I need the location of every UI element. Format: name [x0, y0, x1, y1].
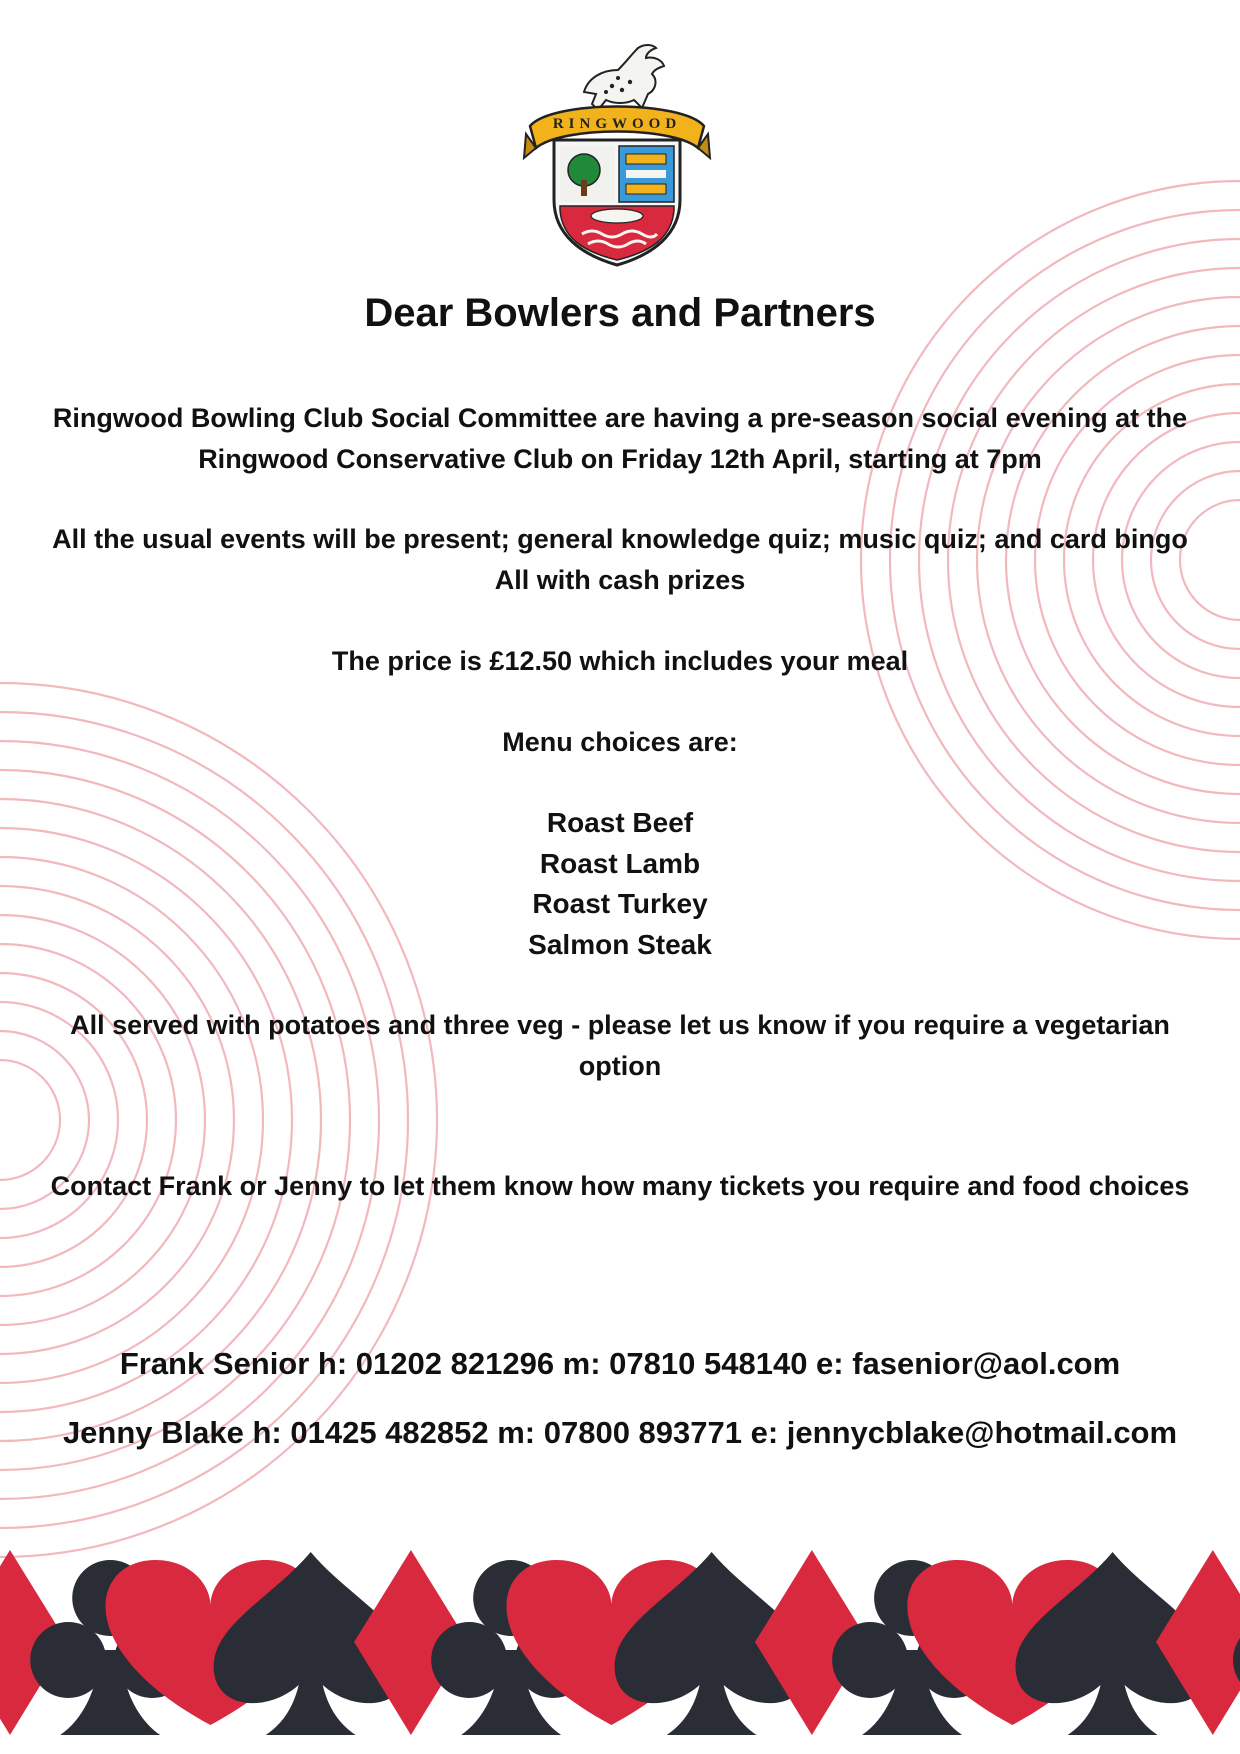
served-line-1: All served with potatoes and three veg - please let us know if you require a vegetarian	[70, 1010, 1170, 1040]
events-paragraph	[40, 519, 1200, 601]
events-line-2: All with cash prizes	[494, 565, 746, 595]
menu-item: Roast Beef	[546, 807, 694, 838]
menu-heading: Menu choices are:	[502, 727, 738, 757]
crest-banner-text: RINGWOOD	[552, 116, 682, 132]
ringwood-crest-logo	[522, 30, 712, 270]
contact-note: Contact Frank or Jenny to let them know how many tickets you require and food choices	[50, 1171, 1190, 1201]
diamond-suit-icon	[1156, 1550, 1240, 1735]
menu-list	[40, 803, 1200, 965]
menu-item: Salmon Steak	[528, 928, 712, 960]
menu-item: Roast Turkey	[532, 888, 708, 919]
contact-frank: Frank Senior h: 01202 821296 m: 07810 548140 e: fasenior@aol.com	[119, 1346, 1121, 1381]
intro-line-2: Ringwood Conservative Club on Friday 12th April, starting at 7pm	[198, 444, 1042, 474]
served-paragraph	[40, 1005, 1200, 1087]
card-suits-border	[0, 1550, 1240, 1735]
contact-jenny: Jenny Blake h: 01425 482852 m: 07800 893771 e: jennycblake@hotmail.com	[62, 1415, 1178, 1450]
intro-line-1: Ringwood Bowling Club Social Committee are having a pre-season social evening at the	[52, 403, 1188, 433]
price-text: The price is £12.50 which includes your meal	[331, 646, 909, 676]
page-title: Dear Bowlers and Partners	[364, 291, 876, 335]
menu-item: Roast Lamb	[539, 847, 701, 879]
served-line-2: option	[578, 1051, 662, 1081]
events-line-1: All the usual events will be present; general knowledge quiz; music quiz; and card bingo	[52, 524, 1188, 554]
intro-paragraph	[40, 398, 1200, 480]
